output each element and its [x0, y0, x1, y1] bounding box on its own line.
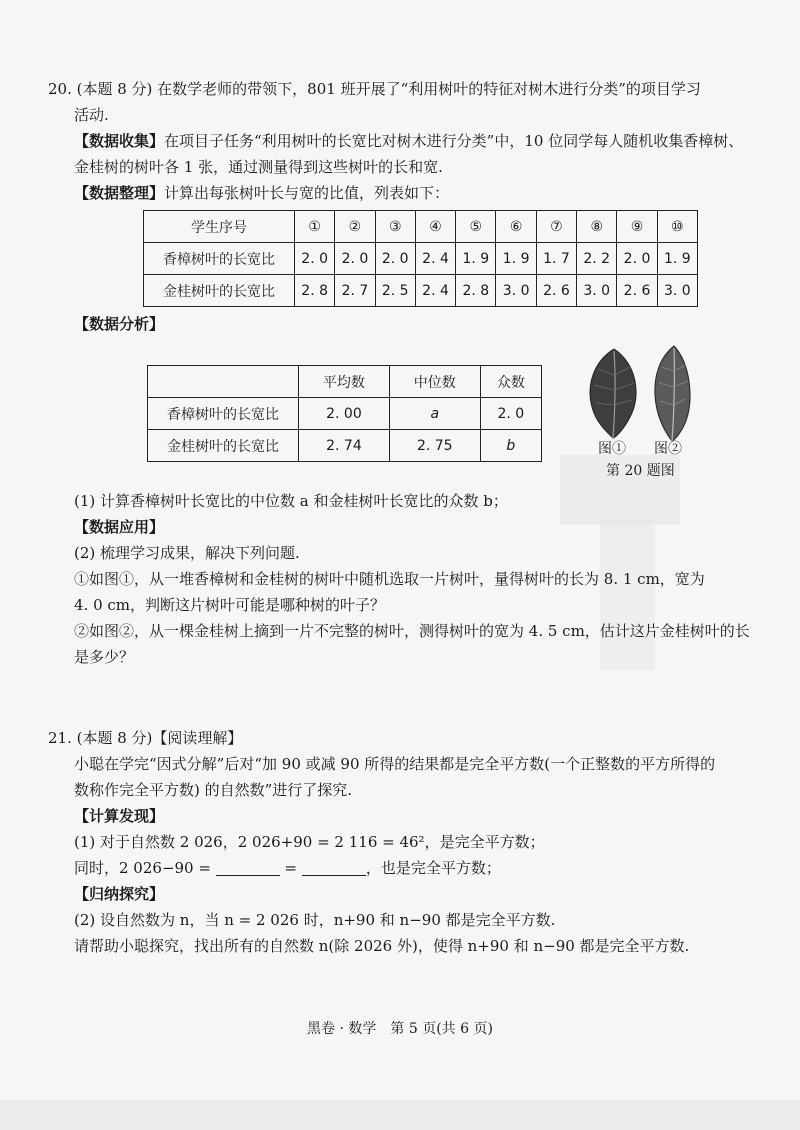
table-cell: 2. 74: [299, 430, 390, 462]
table-cell: 2. 75: [389, 430, 480, 462]
section-title-induct: 【归纳探究】: [74, 885, 165, 903]
q20-part1: (1) 计算香樟树叶长宽比的中位数 a 和金桂树叶长宽比的众数 b；: [74, 492, 508, 510]
student-number: ①: [295, 211, 335, 243]
student-number: ⑥: [496, 211, 536, 243]
table-cell: 2. 0: [375, 243, 415, 275]
scan-shadow: [0, 1100, 800, 1130]
table-cell: 2. 5: [375, 275, 415, 307]
table-cell: 2. 7: [335, 275, 375, 307]
table-cell: 3. 0: [657, 275, 697, 307]
table-header-cell: 学生序号: [144, 211, 295, 243]
answer-blank-1[interactable]: [216, 859, 280, 876]
table-cell: 3. 0: [577, 275, 617, 307]
q20-collect: [74, 130, 743, 152]
q21-calc-1: (1) 对于自然数 2 026，2 026+90 = 2 116 = 46²，是完全平方数；: [74, 833, 545, 851]
row-label: 香樟树叶的长宽比: [144, 243, 295, 275]
q20-organize: [74, 182, 449, 204]
q21-intro-cont: 数称作完全平方数) 的自然数”进行了探究.: [74, 781, 353, 799]
calc-2-suffix: ，也是完全平方数；: [365, 859, 501, 877]
table-cell: 2. 8: [456, 275, 496, 307]
table-cell: b: [480, 430, 541, 462]
student-number: ②: [335, 211, 375, 243]
table-cell: 2. 8: [295, 275, 335, 307]
table-row: [148, 398, 542, 430]
section-title-analysis: 【数据分析】: [74, 315, 165, 333]
answer-blank-2[interactable]: [302, 859, 366, 876]
table-row: [144, 275, 698, 307]
page-footer: 黑卷 · 数学 第 5 页(共 6 页): [307, 1021, 493, 1037]
table-row: [148, 430, 542, 462]
q20-header: 20. (本题 8 分) 在数学老师的带领下，801 班开展了“利用树叶的特征对树木进行分类”的项目学习: [48, 80, 701, 98]
table-cell: 2. 0: [480, 398, 541, 430]
q21-induct-2: 请帮助小聪探究，找出所有的自然数 n(除 2026 外)，使得 n+90 和 n−90 都是完全平方数.: [74, 937, 690, 955]
q21-calc-2: [74, 857, 501, 879]
table-cell: 2. 0: [335, 243, 375, 275]
student-number: ③: [375, 211, 415, 243]
table-header-cell: 众数: [480, 366, 541, 398]
table-row: [144, 243, 698, 275]
q21-intro: 小聪在学完“因式分解”后对“加 90 或减 90 所得的结果都是完全平方数(一个正整数的平方所得的: [74, 755, 716, 773]
section-title-organize: 【数据整理】: [74, 184, 165, 202]
leaf-figure-2: [650, 343, 695, 443]
table-cell: 1. 9: [657, 243, 697, 275]
figure-caption: 第 20 题图: [606, 463, 675, 479]
table-cell: 2. 6: [536, 275, 576, 307]
q20-sub2-cont: 是多少？: [74, 648, 135, 666]
scan-shadow: [600, 520, 655, 670]
row-label: 金桂树叶的长宽比: [144, 275, 295, 307]
table-header-cell: 平均数: [299, 366, 390, 398]
table-cell: 3. 0: [496, 275, 536, 307]
table-header-row: [144, 211, 698, 243]
calc-2-prefix: 同时，2 026−90 =: [74, 859, 211, 877]
row-label: 金桂树叶的长宽比: [148, 430, 299, 462]
calc-2-equals: =: [284, 859, 298, 877]
leaf-shape: [590, 349, 636, 438]
table-cell: 2. 4: [415, 243, 455, 275]
figure-label-2: 图②: [654, 441, 682, 457]
student-number: ⑤: [456, 211, 496, 243]
table-cell: 2. 4: [415, 275, 455, 307]
q20-sub1-cont: 4. 0 cm，判断这片树叶可能是哪种树的叶子？: [74, 596, 386, 614]
table-header-cell: 中位数: [389, 366, 480, 398]
table-cell: 1. 9: [456, 243, 496, 275]
table-cell: 1. 9: [496, 243, 536, 275]
student-number: ⑦: [536, 211, 576, 243]
leaf-figure-1: [584, 345, 644, 440]
section-title-collect: 【数据收集】: [74, 132, 165, 150]
table-cell: 2. 0: [617, 243, 657, 275]
leaf-ratio-table: [143, 210, 698, 307]
q20-sub1: ①如图①，从一堆香樟树和金桂树的树叶中随机选取一片树叶，量得树叶的长为 8. 1 cm，宽为: [74, 570, 705, 588]
student-number: ⑨: [617, 211, 657, 243]
table-header-cell: [148, 366, 299, 398]
table-cell: 2. 00: [299, 398, 390, 430]
table-cell: a: [389, 398, 480, 430]
q20-header-cont: 活动.: [74, 106, 109, 124]
q20-sub2: ②如图②，从一棵金桂树上摘到一片不完整的树叶，测得树叶的宽为 4. 5 cm，估计这片金桂树叶的长: [74, 622, 750, 640]
table-cell: 2. 0: [295, 243, 335, 275]
table-cell: 1. 7: [536, 243, 576, 275]
statistics-table: [147, 365, 542, 462]
table-header-row: [148, 366, 542, 398]
table-cell: 2. 2: [577, 243, 617, 275]
row-label: 香樟树叶的长宽比: [148, 398, 299, 430]
student-number: ⑧: [577, 211, 617, 243]
student-number: ④: [415, 211, 455, 243]
student-number: ⑩: [657, 211, 697, 243]
q21-header: 21. (本题 8 分)【阅读理解】: [48, 729, 243, 747]
q20-collect-cont: 金桂树的树叶各 1 张，通过测量得到这些树叶的长和宽.: [74, 158, 443, 176]
section-title-apply: 【数据应用】: [74, 518, 165, 536]
section-title-calc: 【计算发现】: [74, 807, 165, 825]
organize-text: 计算出每张树叶长与宽的比值，列表如下：: [164, 184, 450, 202]
collect-text: 在项目子任务“利用树叶的长宽比对树木进行分类”中，10 位同学每人随机收集香樟树、: [164, 132, 744, 150]
figure-label-1: 图①: [598, 441, 626, 457]
q20-part2: (2) 梳理学习成果，解决下列问题.: [74, 544, 300, 562]
table-cell: 2. 6: [617, 275, 657, 307]
q21-induct-1: (2) 设自然数为 n，当 n = 2 026 时，n+90 和 n−90 都是完全平方数.: [74, 911, 556, 929]
